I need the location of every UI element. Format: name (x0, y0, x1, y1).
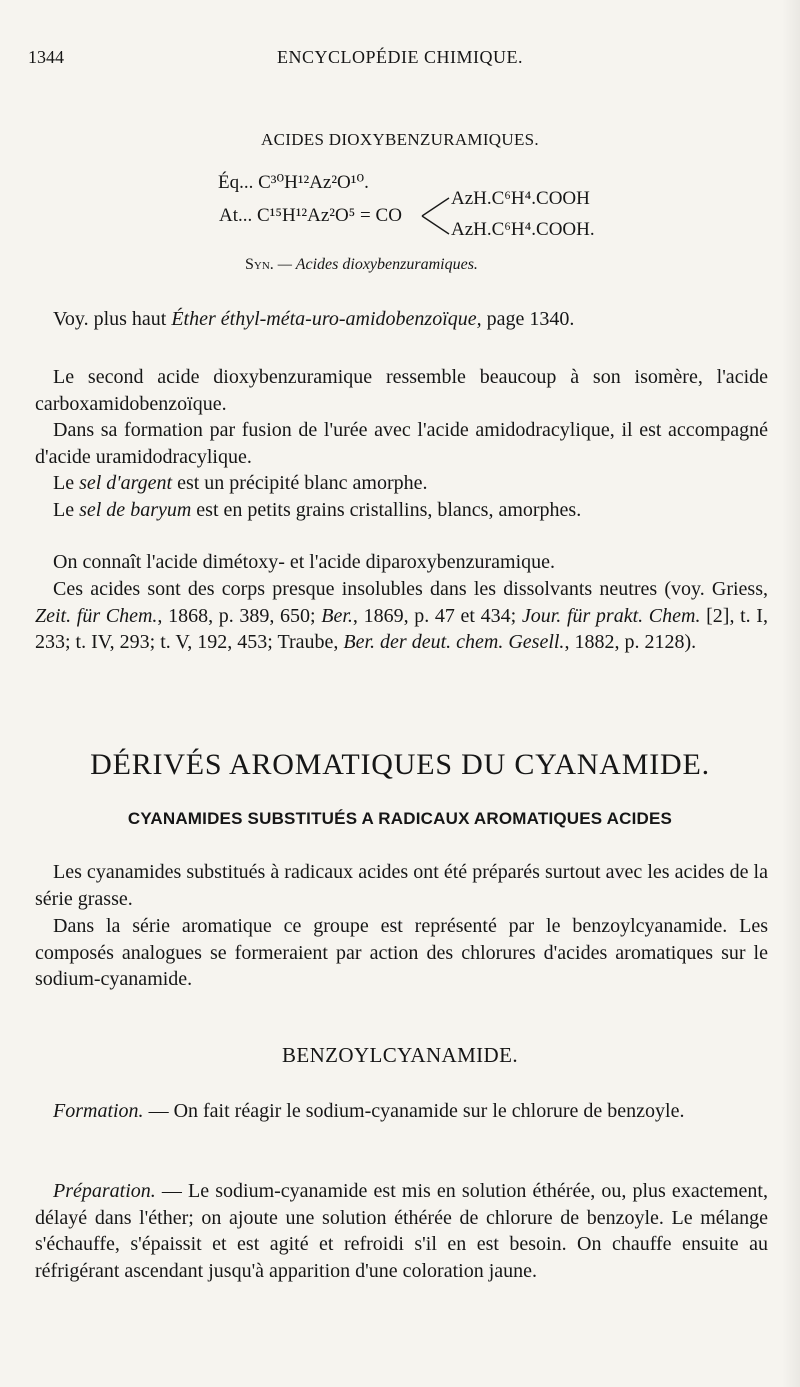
barium-prefix: Le (53, 499, 80, 521)
paragraph-formation-benzoyl (35, 1098, 768, 1125)
ref-jour: Jour. für prakt. Chem. (521, 604, 701, 627)
formula-atomic (219, 205, 402, 227)
silver-salt-term: sel d'argent (79, 472, 173, 494)
equivalent-label: Éq... (218, 172, 254, 193)
silver-prefix: Le (53, 472, 80, 494)
formation-text: — On fait réagir le sodium-cyanamide sur le chlorure de benzoyle. (143, 1100, 685, 1122)
ref-ber: Ber. (321, 604, 353, 627)
ref-text-e: , 1882, p. 2128). (564, 631, 697, 653)
ref-text-d: [2], t. I, 233; t. IV, 293; t. V, 192, 453; Traube, (35, 604, 768, 653)
paragraph-barium-salt (35, 497, 768, 524)
formula-branch-top-text: AzH.C⁶H⁴.COOH (451, 188, 590, 209)
ref-ber-deut: Ber. der deut. chem. Gesell. (343, 631, 565, 653)
preparation-text: — Le sodium-cyanamide est mis en solution éthérée, ou, plus exactement, délayé dans l'éther; on ajoute une solution éthérée de chlorure de benzoyle. Le mélange s'échauffe, s'épaissit et est agité et refroidi s'il en est besoin. On chauffe ensuite au réfrigérant ascendant jusqu'à apparition d'une coloration jaune. (35, 1180, 768, 1282)
atomic-formula: C¹⁵H¹²Az²O⁵ = CO (257, 205, 402, 226)
silver-suffix: est un précipité blanc amorphe. (172, 472, 428, 494)
barium-suffix: est en petits grains cristallins, blancs, amorphes. (191, 499, 582, 521)
voy-italic-reference: Éther éthyl-méta-uro-amidobenzoïque, (171, 308, 482, 330)
paragraph-aromatic-series: Dans la série aromatique ce groupe est représenté par le benzoylcyanamide. Les composés analogues se formeraient par action des chlorures d'acides aromatiques sur le sodium-cyanamide. (35, 915, 768, 990)
paragraph-references (35, 576, 768, 656)
paragraph-second-acid: Le second acide dioxybenzuramique ressemble beaucoup à son isomère, l'acide carboxamidobenzoïque. (35, 366, 768, 415)
paragraph-formation: Dans sa formation par fusion de l'urée avec l'acide amidodracylique, il est accompagné d'acide uramidodracylique. (35, 419, 768, 468)
running-head: ENCYCLOPÉDIE CHIMIQUE. (277, 47, 523, 67)
formula-branch-top (422, 198, 449, 216)
ref-text-a: Ces acides sont des corps presque insolubles dans les dissolvants neutres (voy. Griess, (53, 578, 768, 600)
paragraph-cyanamides: Les cyanamides substitués à radicaux acides ont été préparés surtout avec les acides de la série grasse. (35, 861, 768, 910)
formation-label: Formation. (53, 1100, 144, 1122)
ref-zeit: Zeit. für Chem. (35, 604, 158, 627)
voy-reference (35, 306, 768, 333)
acid-section-title: ACIDES DIOXYBENZURAMIQUES. (261, 130, 539, 149)
page-number: 1344 (28, 47, 64, 67)
voy-suffix: page 1340. (481, 308, 575, 330)
ref-text-b: , 1868, p. 389, 650; (157, 604, 322, 627)
paragraph-dimetoxy: On connaît l'acide dimétoxy- et l'acide diparoxybenzuramique. (53, 551, 556, 573)
preparation-label: Préparation. (53, 1180, 156, 1202)
synonym-text: — Acides dioxybenzuramiques. (277, 256, 478, 273)
formula-branch-bottom (422, 216, 449, 234)
paragraph-silver-salt (35, 470, 768, 497)
formula-equivalent (218, 171, 369, 194)
main-section-title: DÉRIVÉS AROMATIQUES DU CYANAMIDE. (90, 748, 710, 781)
voy-prefix: Voy. plus haut (53, 308, 172, 330)
synonym-label: Syn. (245, 256, 274, 273)
ref-text-c: , 1869, p. 47 et 434; (352, 604, 522, 627)
synonym-line (245, 256, 478, 274)
formula-branch-bottom-text: AzH.C⁶H⁴.COOH. (451, 219, 595, 240)
main-section-subtitle: CYANAMIDES SUBSTITUÉS A RADICAUX AROMATIQUES ACIDES (127, 809, 673, 828)
atomic-label: At... (219, 205, 253, 226)
equivalent-formula: C³⁰H¹²Az²O¹⁰. (258, 172, 369, 193)
page-edge-shadow (782, 0, 800, 1387)
paragraph-preparation (35, 1178, 768, 1284)
benzoylcyanamide-title: BENZOYLCYANAMIDE. (281, 1043, 519, 1067)
barium-salt-term: sel de baryum (79, 499, 192, 521)
